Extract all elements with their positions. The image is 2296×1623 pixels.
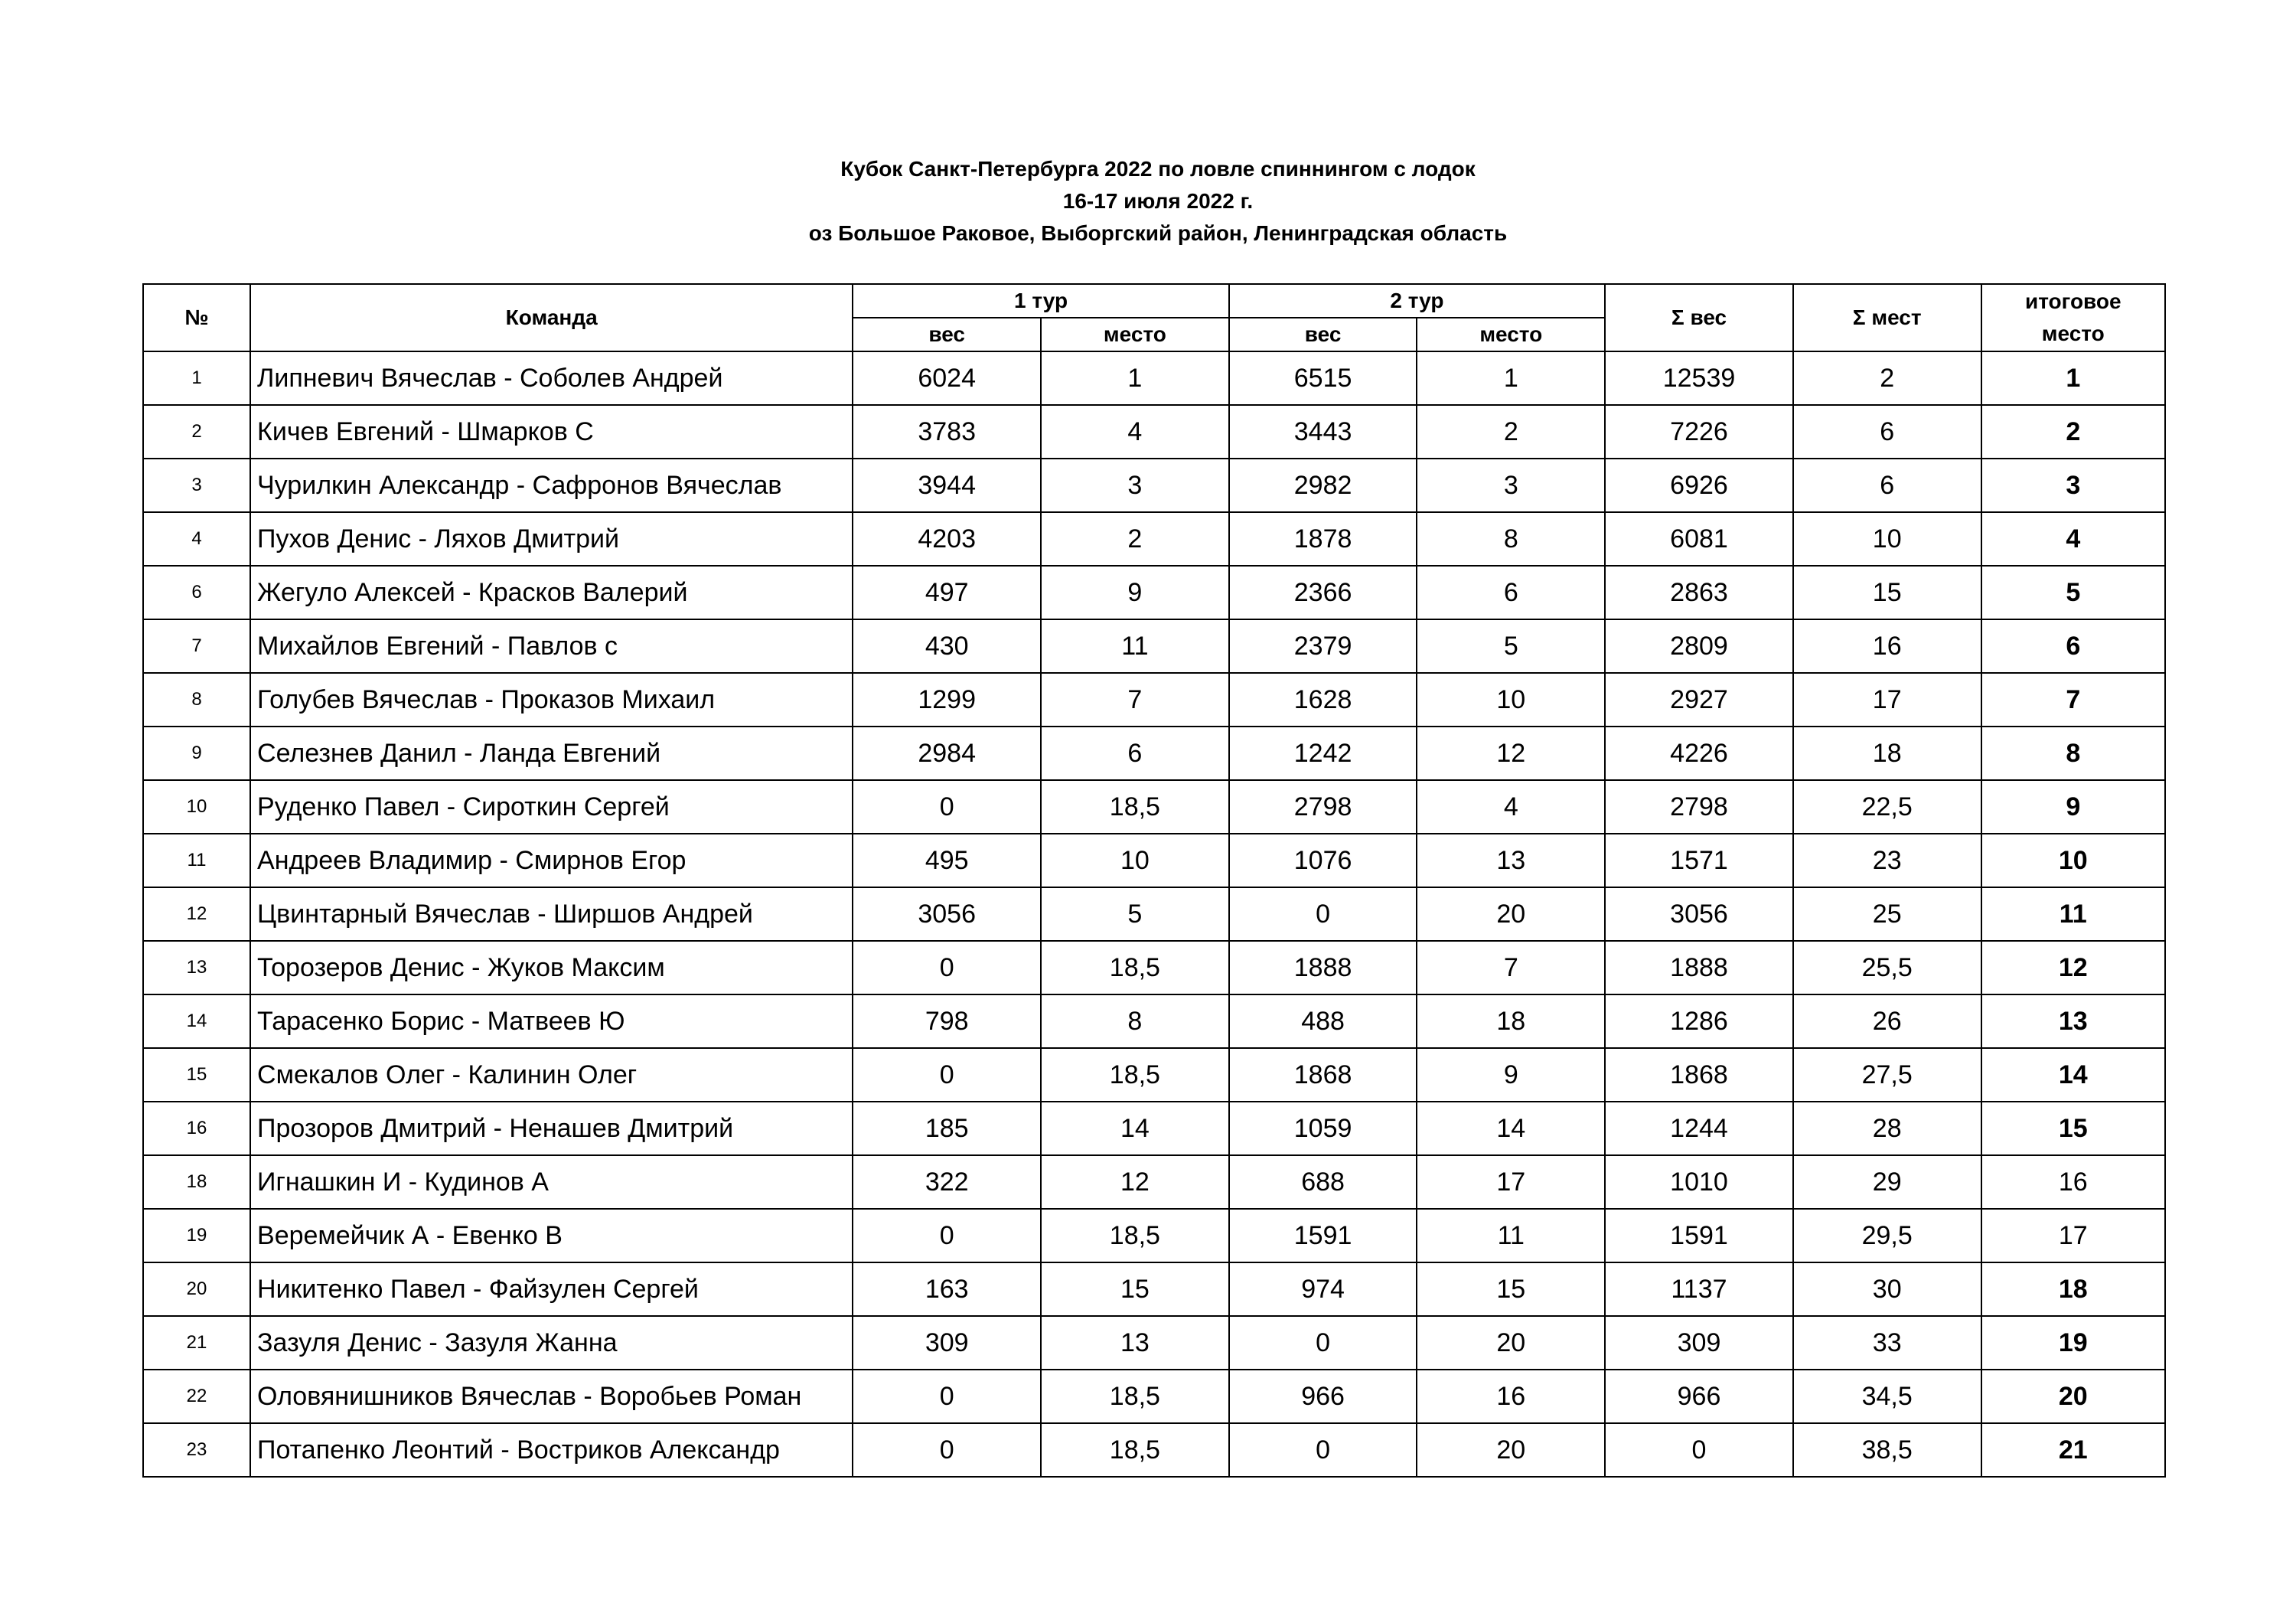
cell-final-place: 2 [1981,405,2165,459]
cell-tour2-weight: 2798 [1229,780,1417,834]
header-num: № [143,284,250,351]
cell-tour2-weight: 3443 [1229,405,1417,459]
cell-tour1-place: 12 [1041,1155,1229,1209]
cell-sum-weight: 4226 [1605,727,1793,780]
cell-tour2-place: 15 [1417,1262,1605,1316]
cell-team: Торозеров Денис - Жуков Максим [250,941,853,994]
cell-tour1-weight: 0 [853,941,1041,994]
cell-sum-places: 25,5 [1793,941,1981,994]
cell-final-place: 3 [1981,459,2165,512]
cell-sum-places: 25 [1793,887,1981,941]
cell-tour2-weight: 2982 [1229,459,1417,512]
cell-tour1-weight: 3944 [853,459,1041,512]
cell-final-place: 8 [1981,727,2165,780]
cell-tour2-place: 3 [1417,459,1605,512]
cell-sum-weight: 2863 [1605,566,1793,619]
cell-tour1-weight: 163 [853,1262,1041,1316]
cell-num: 13 [143,941,250,994]
table-row [143,887,2165,941]
cell-tour2-weight: 2379 [1229,619,1417,673]
cell-tour1-weight: 4203 [853,512,1041,566]
event-location: оз Большое Раковое, Выборгский район, Ленинградская область [808,221,1508,245]
cell-tour1-weight: 185 [853,1102,1041,1155]
table-row [143,941,2165,994]
cell-sum-places: 26 [1793,994,1981,1048]
cell-tour1-weight: 0 [853,1423,1041,1477]
cell-sum-weight: 0 [1605,1423,1793,1477]
cell-tour2-place: 14 [1417,1102,1605,1155]
cell-tour2-place: 6 [1417,566,1605,619]
cell-tour2-place: 18 [1417,994,1605,1048]
cell-sum-places: 33 [1793,1316,1981,1370]
cell-tour2-weight: 0 [1229,1423,1417,1477]
cell-sum-places: 23 [1793,834,1981,887]
header-team: Команда [250,284,853,351]
cell-tour1-place: 5 [1041,887,1229,941]
table-row [143,1370,2165,1423]
header-sum-places: Σ мест [1793,284,1981,351]
table-row [143,727,2165,780]
cell-num: 4 [143,512,250,566]
cell-team: Потапенко Леонтий - Востриков Александр [250,1423,853,1477]
cell-tour2-place: 13 [1417,834,1605,887]
cell-sum-places: 29 [1793,1155,1981,1209]
table-row [143,1209,2165,1262]
cell-sum-places: 15 [1793,566,1981,619]
cell-tour2-weight: 1591 [1229,1209,1417,1262]
cell-num: 22 [143,1370,250,1423]
cell-team: Игнашкин И - Кудинов А [250,1155,853,1209]
cell-num: 23 [143,1423,250,1477]
cell-num: 11 [143,834,250,887]
event-dates: 16-17 июля 2022 г. [1062,189,1254,213]
cell-sum-places: 18 [1793,727,1981,780]
header-sum-weight: Σ вес [1605,284,1793,351]
cell-sum-weight: 2809 [1605,619,1793,673]
cell-tour1-place: 18,5 [1041,1423,1229,1477]
cell-tour1-weight: 0 [853,1209,1041,1262]
cell-team: Цвинтарный Вячеслав - Ширшов Андрей [250,887,853,941]
table-body [143,351,2165,1477]
table-row [143,673,2165,727]
cell-sum-places: 28 [1793,1102,1981,1155]
cell-tour1-weight: 497 [853,566,1041,619]
cell-sum-weight: 1868 [1605,1048,1793,1102]
cell-num: 18 [143,1155,250,1209]
cell-sum-weight: 309 [1605,1316,1793,1370]
cell-team: Михайлов Евгений - Павлов с [250,619,853,673]
cell-num: 14 [143,994,250,1048]
cell-tour1-place: 18,5 [1041,941,1229,994]
cell-team: Руденко Павел - Сироткин Сергей [250,780,853,834]
cell-tour1-place: 8 [1041,994,1229,1048]
cell-tour2-weight: 488 [1229,994,1417,1048]
cell-tour1-place: 4 [1041,405,1229,459]
table-row [143,994,2165,1048]
cell-final-place: 11 [1981,887,2165,941]
cell-team: Прозоров Дмитрий - Ненашев Дмитрий [250,1102,853,1155]
cell-tour1-place: 6 [1041,727,1229,780]
cell-tour2-place: 8 [1417,512,1605,566]
cell-final-place: 13 [1981,994,2165,1048]
cell-sum-weight: 6926 [1605,459,1793,512]
header-final-place-line: место [2041,322,2105,345]
header-tour2: 2 тур [1229,284,1605,318]
cell-sum-weight: 966 [1605,1370,1793,1423]
cell-tour2-weight: 1059 [1229,1102,1417,1155]
cell-sum-places: 27,5 [1793,1048,1981,1102]
cell-sum-weight: 1137 [1605,1262,1793,1316]
cell-sum-places: 30 [1793,1262,1981,1316]
cell-tour2-weight: 966 [1229,1370,1417,1423]
cell-tour1-weight: 1299 [853,673,1041,727]
cell-sum-places: 2 [1793,351,1981,405]
table-row [143,619,2165,673]
table-row [143,459,2165,512]
table-row [143,351,2165,405]
cell-final-place: 18 [1981,1262,2165,1316]
cell-team: Пухов Денис - Ляхов Дмитрий [250,512,853,566]
cell-sum-places: 16 [1793,619,1981,673]
cell-tour2-place: 12 [1417,727,1605,780]
cell-sum-weight: 12539 [1605,351,1793,405]
cell-num: 10 [143,780,250,834]
cell-sum-weight: 1286 [1605,994,1793,1048]
cell-sum-weight: 2798 [1605,780,1793,834]
cell-tour1-weight: 430 [853,619,1041,673]
cell-tour1-weight: 0 [853,1048,1041,1102]
cell-tour1-place: 14 [1041,1102,1229,1155]
cell-team: Андреев Владимир - Смирнов Егор [250,834,853,887]
cell-final-place: 14 [1981,1048,2165,1102]
header-tour1-weight: вес [853,318,1041,351]
cell-tour2-weight: 1888 [1229,941,1417,994]
table-row [143,1262,2165,1316]
cell-sum-weight: 7226 [1605,405,1793,459]
cell-tour2-weight: 974 [1229,1262,1417,1316]
cell-team: Тарасенко Борис - Матвеев Ю [250,994,853,1048]
cell-sum-places: 38,5 [1793,1423,1981,1477]
cell-team: Зазуля Денис - Зазуля Жанна [250,1316,853,1370]
cell-num: 1 [143,351,250,405]
cell-num: 21 [143,1316,250,1370]
cell-sum-places: 6 [1793,459,1981,512]
cell-tour1-weight: 309 [853,1316,1041,1370]
cell-tour1-place: 15 [1041,1262,1229,1316]
table-row [143,834,2165,887]
cell-sum-weight: 1244 [1605,1102,1793,1155]
cell-tour1-place: 9 [1041,566,1229,619]
cell-final-place: 12 [1981,941,2165,994]
cell-final-place: 5 [1981,566,2165,619]
cell-tour1-weight: 0 [853,780,1041,834]
cell-tour1-weight: 3783 [853,405,1041,459]
cell-team: Веремейчик А - Евенко В [250,1209,853,1262]
cell-tour2-place: 4 [1417,780,1605,834]
cell-final-place: 16 [1981,1155,2165,1209]
cell-tour2-place: 20 [1417,887,1605,941]
cell-sum-places: 6 [1793,405,1981,459]
cell-tour1-weight: 798 [853,994,1041,1048]
cell-final-place: 20 [1981,1370,2165,1423]
header-tour2-place: место [1417,318,1605,351]
cell-final-place: 7 [1981,673,2165,727]
cell-sum-weight: 1571 [1605,834,1793,887]
cell-team: Голубев Вячеслав - Проказов Михаил [250,673,853,727]
cell-tour1-weight: 3056 [853,887,1041,941]
cell-tour2-weight: 1868 [1229,1048,1417,1102]
cell-tour2-weight: 0 [1229,1316,1417,1370]
cell-team: Оловянишников Вячеслав - Воробьев Роман [250,1370,853,1423]
cell-num: 15 [143,1048,250,1102]
header-final-place [1981,284,2165,351]
cell-tour2-place: 5 [1417,619,1605,673]
cell-tour2-place: 20 [1417,1316,1605,1370]
table-row [143,780,2165,834]
cell-num: 20 [143,1262,250,1316]
cell-sum-weight: 6081 [1605,512,1793,566]
header-final-place-line: итоговое [2024,289,2122,313]
cell-team: Никитенко Павел - Файзулен Сергей [250,1262,853,1316]
cell-final-place: 9 [1981,780,2165,834]
cell-tour2-place: 11 [1417,1209,1605,1262]
cell-tour1-place: 18,5 [1041,1370,1229,1423]
cell-sum-places: 29,5 [1793,1209,1981,1262]
table-row [143,1423,2165,1477]
cell-tour2-place: 16 [1417,1370,1605,1423]
table-row [143,512,2165,566]
cell-team: Смекалов Олег - Калинин Олег [250,1048,853,1102]
cell-final-place: 17 [1981,1209,2165,1262]
cell-tour2-place: 20 [1417,1423,1605,1477]
cell-sum-weight: 1591 [1605,1209,1793,1262]
header-tour2-weight: вес [1229,318,1417,351]
cell-num: 8 [143,673,250,727]
cell-final-place: 4 [1981,512,2165,566]
cell-tour2-weight: 1242 [1229,727,1417,780]
cell-tour1-weight: 6024 [853,351,1041,405]
cell-sum-places: 17 [1793,673,1981,727]
cell-tour2-place: 2 [1417,405,1605,459]
cell-tour1-weight: 0 [853,1370,1041,1423]
cell-tour2-place: 1 [1417,351,1605,405]
cell-sum-places: 22,5 [1793,780,1981,834]
table-row [143,566,2165,619]
results-table [142,283,2166,1478]
cell-num: 9 [143,727,250,780]
cell-final-place: 21 [1981,1423,2165,1477]
table-row [143,1155,2165,1209]
cell-team: Жегуло Алексей - Красков Валерий [250,566,853,619]
cell-team: Липневич Вячеслав - Соболев Андрей [250,351,853,405]
cell-final-place: 6 [1981,619,2165,673]
cell-team: Чурилкин Александр - Сафронов Вячеслав [250,459,853,512]
cell-tour1-place: 2 [1041,512,1229,566]
cell-tour1-place: 1 [1041,351,1229,405]
table-header [143,284,2165,351]
cell-team: Селезнев Данил - Ланда Евгений [250,727,853,780]
cell-tour2-weight: 1628 [1229,673,1417,727]
cell-final-place: 1 [1981,351,2165,405]
cell-final-place: 19 [1981,1316,2165,1370]
cell-tour1-place: 3 [1041,459,1229,512]
cell-final-place: 15 [1981,1102,2165,1155]
cell-num: 3 [143,459,250,512]
header-tour1-place: место [1041,318,1229,351]
cell-num: 19 [143,1209,250,1262]
cell-tour1-weight: 495 [853,834,1041,887]
cell-tour2-weight: 2366 [1229,566,1417,619]
cell-sum-places: 34,5 [1793,1370,1981,1423]
document-title: Кубок Санкт-Петербурга 2022 по ловле спиннингом с лодок [840,157,1476,181]
cell-sum-weight: 1010 [1605,1155,1793,1209]
table-row [143,405,2165,459]
cell-final-place: 10 [1981,834,2165,887]
cell-num: 7 [143,619,250,673]
cell-team: Кичев Евгений - Шмарков С [250,405,853,459]
cell-tour1-place: 18,5 [1041,1048,1229,1102]
cell-tour1-place: 18,5 [1041,1209,1229,1262]
header-tour1: 1 тур [853,284,1228,318]
cell-tour2-place: 10 [1417,673,1605,727]
cell-tour2-weight: 6515 [1229,351,1417,405]
cell-tour2-weight: 1878 [1229,512,1417,566]
cell-tour1-weight: 322 [853,1155,1041,1209]
cell-num: 2 [143,405,250,459]
cell-tour1-place: 7 [1041,673,1229,727]
cell-tour1-place: 11 [1041,619,1229,673]
cell-tour1-place: 13 [1041,1316,1229,1370]
cell-sum-weight: 2927 [1605,673,1793,727]
cell-tour2-place: 7 [1417,941,1605,994]
cell-tour1-place: 18,5 [1041,780,1229,834]
cell-sum-places: 10 [1793,512,1981,566]
document-title-block [0,153,2296,250]
cell-tour2-place: 9 [1417,1048,1605,1102]
cell-sum-weight: 3056 [1605,887,1793,941]
cell-tour2-weight: 688 [1229,1155,1417,1209]
cell-num: 16 [143,1102,250,1155]
cell-tour1-place: 10 [1041,834,1229,887]
cell-tour2-place: 17 [1417,1155,1605,1209]
cell-num: 6 [143,566,250,619]
cell-tour2-weight: 1076 [1229,834,1417,887]
table-row [143,1048,2165,1102]
cell-tour2-weight: 0 [1229,887,1417,941]
cell-num: 12 [143,887,250,941]
table-row [143,1102,2165,1155]
table-row [143,1316,2165,1370]
cell-tour1-weight: 2984 [853,727,1041,780]
cell-sum-weight: 1888 [1605,941,1793,994]
